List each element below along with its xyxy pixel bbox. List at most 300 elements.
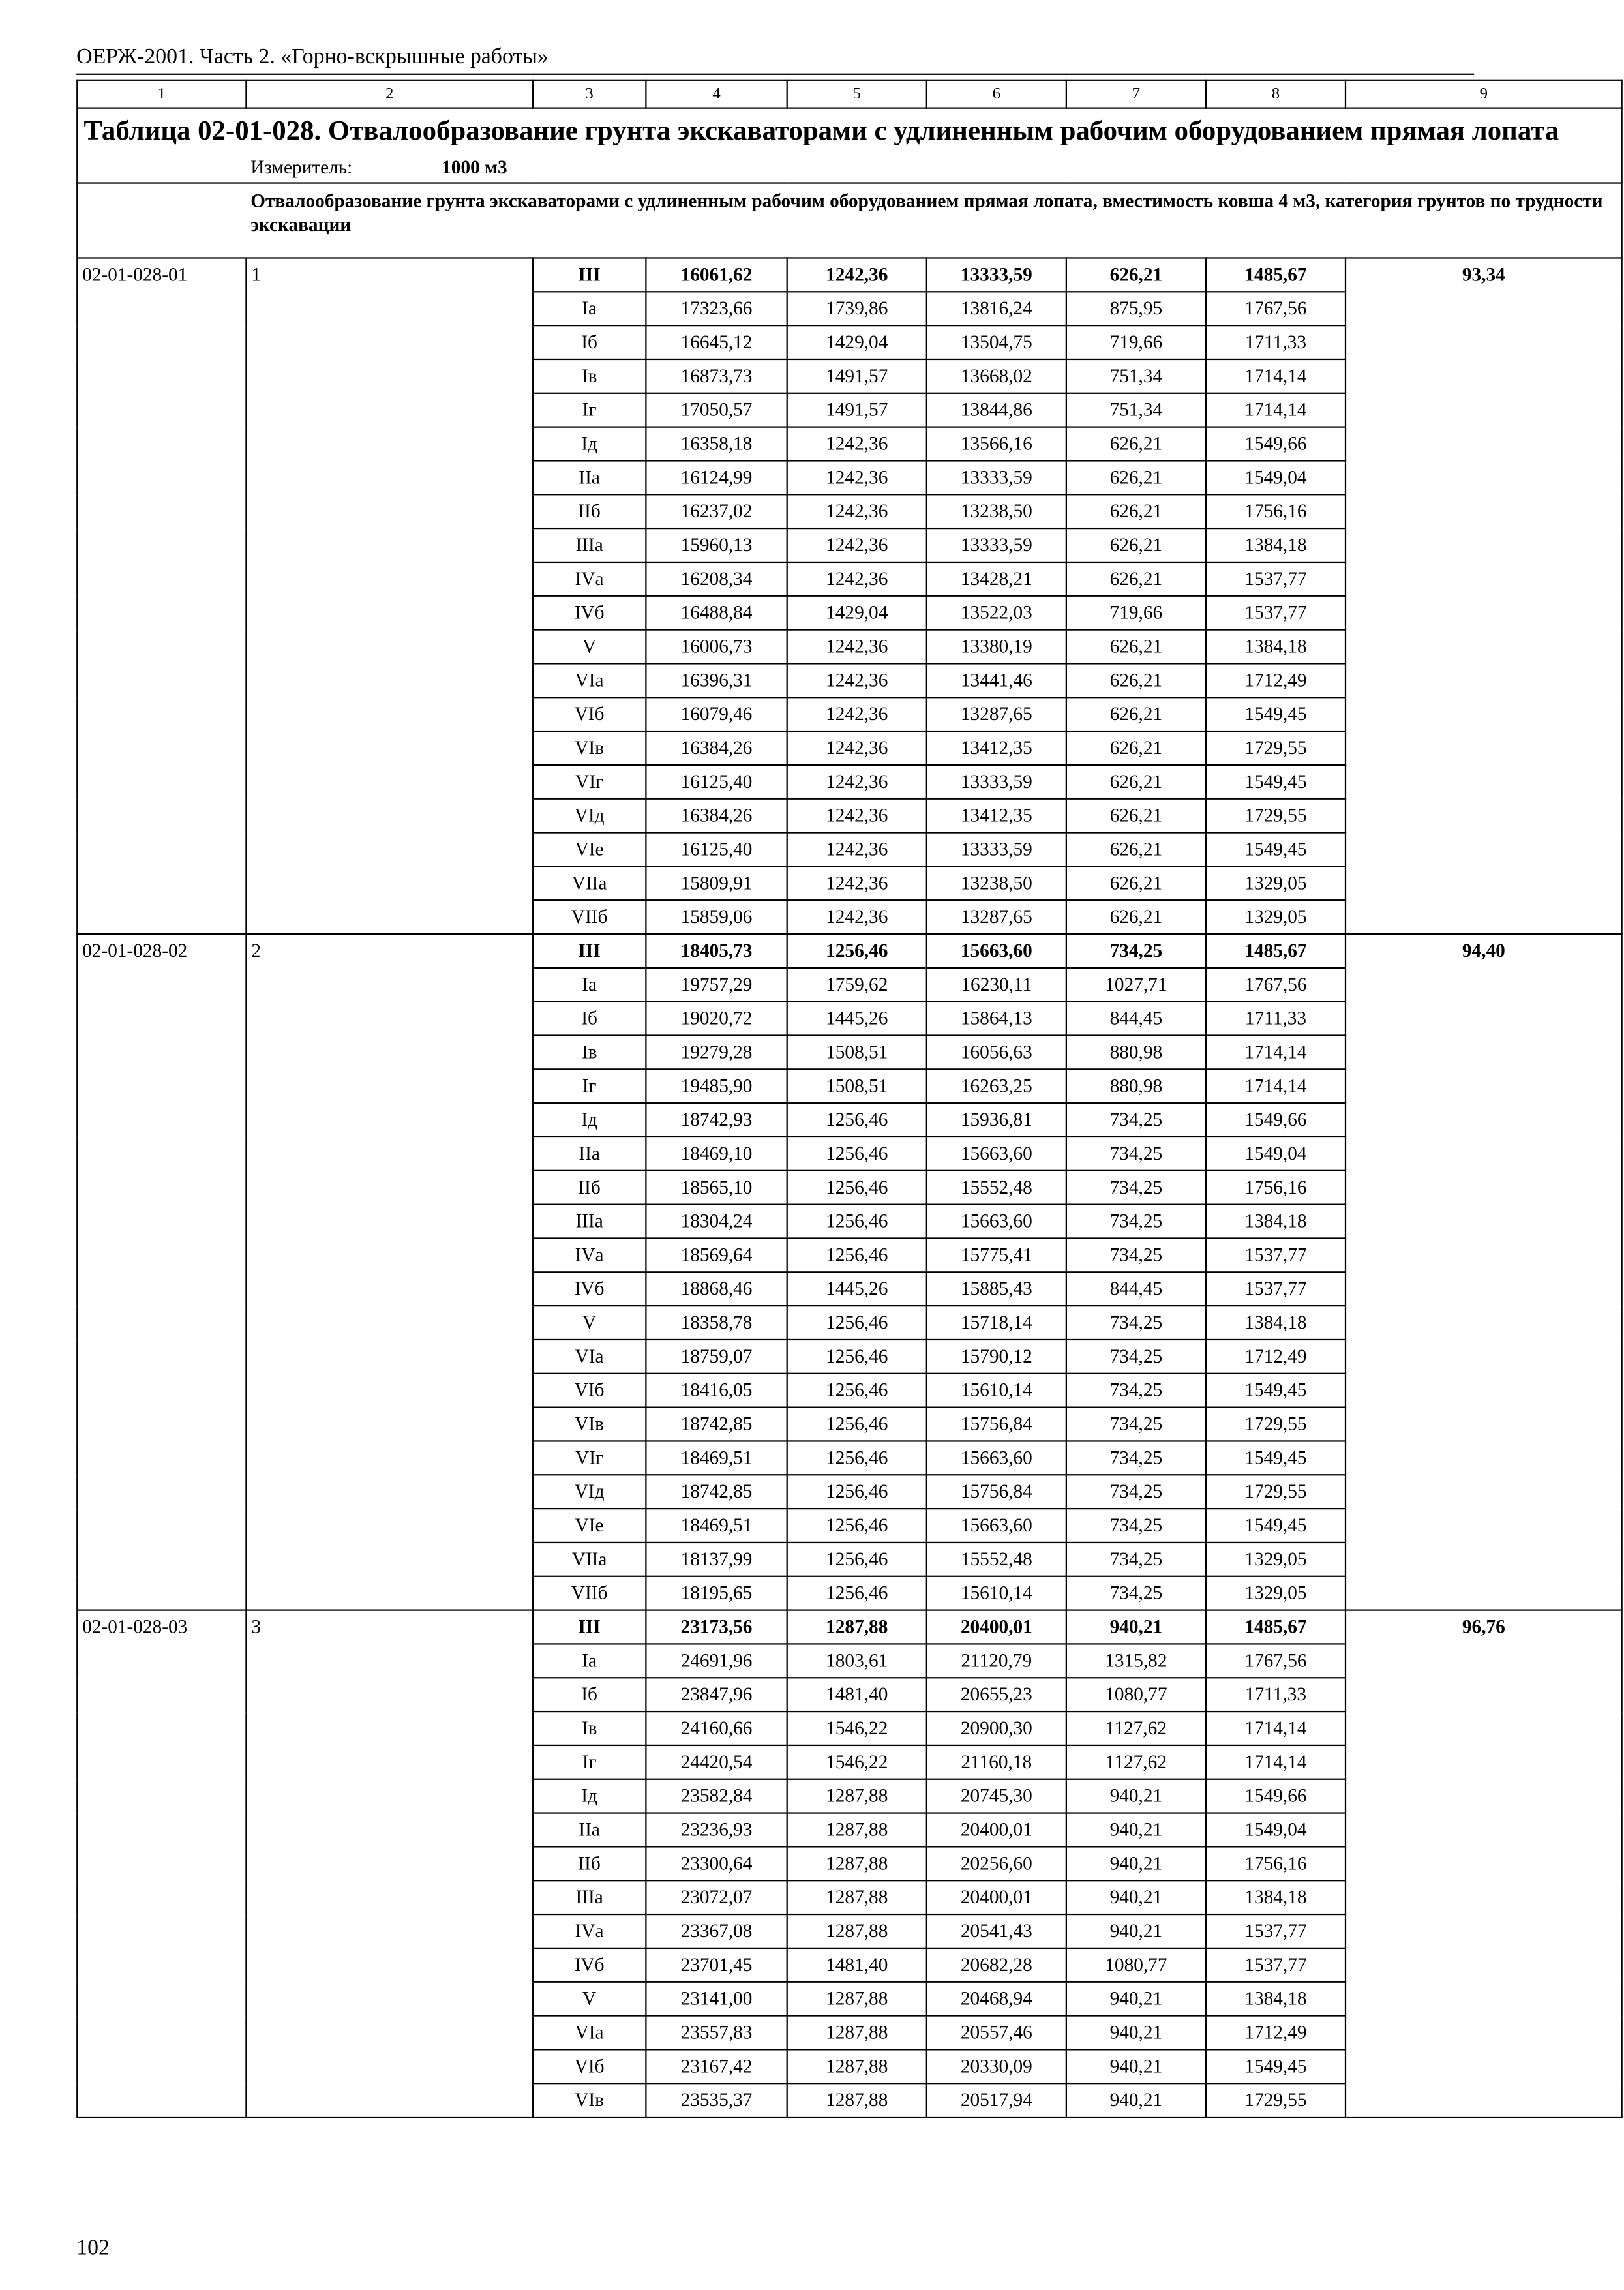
column-number: 6 [927,80,1066,108]
value-cell: 13380,19 [927,630,1066,664]
rate-number [246,1103,532,1137]
col9-value [1346,393,1622,427]
rate-code [77,292,246,325]
rate-number [246,1846,532,1880]
value-cell: 1287,88 [787,1914,927,1948]
soil-category: VIIа [533,1543,646,1576]
rate-code [77,799,246,833]
value-cell: 1537,77 [1206,596,1346,630]
value-cell: 1242,36 [787,528,927,562]
col9-value [1346,663,1622,697]
value-cell: 1729,55 [1206,2083,1346,2117]
col9-value [1346,1475,1622,1509]
column-number: 3 [533,80,646,108]
soil-category: IVа [533,1238,646,1272]
value-cell: 1485,67 [1206,1610,1346,1644]
table-row [77,1711,1621,1745]
value-cell: 734,25 [1066,1374,1206,1408]
value-cell: 1549,45 [1206,1441,1346,1475]
soil-category: VIв [533,1408,646,1441]
value-cell: 626,21 [1066,866,1206,900]
col9-value [1346,731,1622,765]
table-row [77,1813,1621,1847]
page-number: 102 [76,2237,110,2261]
value-cell: 13333,59 [927,258,1066,292]
value-cell: 18137,99 [646,1543,787,1576]
value-cell: 1712,49 [1206,2016,1346,2050]
value-cell: 13238,50 [927,866,1066,900]
rate-number [246,1171,532,1205]
value-cell: 16208,34 [646,562,787,596]
value-cell: 24160,66 [646,1711,787,1745]
meter-value: 1000 м3 [442,155,507,178]
value-cell: 20541,43 [927,1914,1066,1948]
rate-number [246,799,532,833]
rates-table [76,80,1623,2118]
meter-gap [77,153,246,183]
rate-number [246,2049,532,2083]
rate-number [246,1576,532,1610]
col9-value [1346,596,1622,630]
table-row [77,1340,1621,1374]
title-row [77,108,1621,153]
table-row [77,1306,1621,1340]
rate-number [246,900,532,934]
table-row [77,765,1621,799]
value-cell: 940,21 [1066,1846,1206,1880]
value-cell: 1256,46 [787,934,927,968]
rate-number: 2 [246,934,532,968]
col9-value [1346,968,1622,1002]
value-cell: 16230,11 [927,968,1066,1002]
table-row [77,799,1621,833]
value-cell: 1242,36 [787,630,927,664]
rate-code [77,1036,246,1070]
value-cell: 13333,59 [927,833,1066,867]
value-cell: 1445,26 [787,1272,927,1306]
value-cell: 18304,24 [646,1205,787,1239]
col9-value [1346,1914,1622,1948]
value-cell: 1242,36 [787,765,927,799]
soil-category: VIе [533,833,646,867]
value-cell: 1329,05 [1206,900,1346,934]
rate-number [246,866,532,900]
value-cell: 1549,04 [1206,460,1346,494]
rate-number [246,1205,532,1239]
rate-code [77,1137,246,1171]
soil-category: VIа [533,663,646,697]
rate-code [77,1509,246,1543]
soil-category: III [533,934,646,968]
table-row [77,393,1621,427]
value-cell: 15663,60 [927,1137,1066,1171]
rate-number [246,427,532,461]
rate-code [77,900,246,934]
value-cell: 1429,04 [787,325,927,359]
value-cell: 18868,46 [646,1272,787,1306]
table-row [77,1272,1621,1306]
value-cell: 880,98 [1066,1069,1206,1103]
soil-category: Iа [533,968,646,1002]
value-cell: 1711,33 [1206,325,1346,359]
value-cell: 1256,46 [787,1306,927,1340]
rate-code [77,1644,246,1678]
value-cell: 1767,56 [1206,968,1346,1002]
rate-code [77,1272,246,1306]
value-cell: 734,25 [1066,934,1206,968]
soil-category: IVа [533,562,646,596]
value-cell: 18742,85 [646,1475,787,1509]
soil-category: VIд [533,1475,646,1509]
rate-number [246,1509,532,1543]
value-cell: 1287,88 [787,1610,927,1644]
col9-value [1346,2083,1622,2117]
value-cell: 20400,01 [927,1610,1066,1644]
table-row [77,1171,1621,1205]
rate-code [77,765,246,799]
running-header: ОЕРЖ-2001. Часть 2. «Горно-вскрышные работы» [76,45,549,69]
value-cell: 1537,77 [1206,562,1346,596]
rate-number [246,1069,532,1103]
value-cell: 626,21 [1066,427,1206,461]
col9-value [1346,866,1622,900]
table-row [77,1982,1621,2016]
value-cell: 15663,60 [927,1509,1066,1543]
rate-code [77,1002,246,1036]
value-cell: 1315,82 [1066,1644,1206,1678]
value-cell: 626,21 [1066,562,1206,596]
col9-value [1346,1543,1622,1576]
rate-number [246,2083,532,2117]
soil-category: IIб [533,1171,646,1205]
value-cell: 16873,73 [646,359,787,393]
value-cell: 15552,48 [927,1171,1066,1205]
col9-value [1346,697,1622,731]
table-row [77,1205,1621,1239]
value-cell: 19485,90 [646,1069,787,1103]
rate-number [246,697,532,731]
value-cell: 1485,67 [1206,258,1346,292]
value-cell: 16358,18 [646,427,787,461]
value-cell: 20256,60 [927,1846,1066,1880]
col9-value [1346,1340,1622,1374]
col9-value [1346,799,1622,833]
col9-value [1346,1982,1622,2016]
value-cell: 1256,46 [787,1509,927,1543]
soil-category: IVб [533,596,646,630]
value-cell: 21120,79 [927,1644,1066,1678]
value-cell: 1127,62 [1066,1711,1206,1745]
rate-code [77,2083,246,2117]
col9-value [1346,1509,1622,1543]
value-cell: 734,25 [1066,1441,1206,1475]
col9-value [1346,1205,1622,1239]
value-cell: 1287,88 [787,1880,927,1914]
col9-value [1346,1846,1622,1880]
value-cell: 15936,81 [927,1103,1066,1137]
value-cell: 17050,57 [646,393,787,427]
value-cell: 1756,16 [1206,1171,1346,1205]
value-cell: 626,21 [1066,528,1206,562]
rate-code [77,528,246,562]
table-row [77,900,1621,934]
soil-category: IIб [533,494,646,528]
value-cell: 23847,96 [646,1678,787,1711]
value-cell: 1242,36 [787,866,927,900]
table-row [77,359,1621,393]
value-cell: 1445,26 [787,1002,927,1036]
value-cell: 15864,13 [927,1002,1066,1036]
value-cell: 1127,62 [1066,1745,1206,1779]
value-cell: 1287,88 [787,2049,927,2083]
value-cell: 23236,93 [646,1813,787,1847]
soil-category: VIг [533,1441,646,1475]
column-numbers-row [77,80,1621,108]
value-cell: 734,25 [1066,1509,1206,1543]
col9-value [1346,2049,1622,2083]
value-cell: 20517,94 [927,2083,1066,2117]
value-cell: 16125,40 [646,833,787,867]
value-cell: 880,98 [1066,1036,1206,1070]
value-cell: 1729,55 [1206,799,1346,833]
table-row [77,1846,1621,1880]
col9-value [1346,494,1622,528]
col9-value [1346,1171,1622,1205]
col9-value [1346,1779,1622,1813]
value-cell: 1256,46 [787,1408,927,1441]
value-cell: 20682,28 [927,1948,1066,1982]
soil-category: V [533,1982,646,2016]
value-cell: 1256,46 [787,1475,927,1509]
value-cell: 13816,24 [927,292,1066,325]
value-cell: 21160,18 [927,1745,1066,1779]
value-cell: 1549,45 [1206,1374,1346,1408]
table-row [77,1002,1621,1036]
value-cell: 1287,88 [787,2083,927,2117]
value-cell: 1256,46 [787,1103,927,1137]
value-cell: 1384,18 [1206,528,1346,562]
rate-code [77,1678,246,1711]
rate-number: 3 [246,1610,532,1644]
value-cell: 1549,45 [1206,697,1346,731]
value-cell: 734,25 [1066,1340,1206,1374]
table-row [77,460,1621,494]
meter-row [77,153,1621,183]
value-cell: 734,25 [1066,1205,1206,1239]
value-cell: 1329,05 [1206,1576,1346,1610]
value-cell: 1549,45 [1206,1509,1346,1543]
value-cell: 1242,36 [787,460,927,494]
table-row [77,427,1621,461]
value-cell: 1485,67 [1206,934,1346,968]
rate-number [246,596,532,630]
value-cell: 18742,93 [646,1103,787,1137]
col9-value [1346,1644,1622,1678]
col9-value [1346,833,1622,867]
rate-code [77,1238,246,1272]
value-cell: 13844,86 [927,393,1066,427]
value-cell: 940,21 [1066,1880,1206,1914]
value-cell: 1287,88 [787,1846,927,1880]
col9-value [1346,1711,1622,1745]
rate-code [77,1306,246,1340]
value-cell: 1256,46 [787,1374,927,1408]
value-cell: 1756,16 [1206,1846,1346,1880]
value-cell: 1242,36 [787,833,927,867]
value-cell: 1803,61 [787,1644,927,1678]
soil-category: IIб [533,1846,646,1880]
soil-category: V [533,630,646,664]
soil-category: VIе [533,1509,646,1543]
rate-number [246,1813,532,1847]
value-cell: 734,25 [1066,1408,1206,1441]
value-cell: 1242,36 [787,731,927,765]
value-cell: 13412,35 [927,731,1066,765]
value-cell: 1384,18 [1206,1982,1346,2016]
rate-number [246,765,532,799]
value-cell: 1384,18 [1206,1880,1346,1914]
soil-category: VIIб [533,900,646,934]
soil-category: Iа [533,1644,646,1678]
value-cell: 751,34 [1066,359,1206,393]
value-cell: 1329,05 [1206,866,1346,900]
value-cell: 1729,55 [1206,1475,1346,1509]
value-cell: 1508,51 [787,1069,927,1103]
value-cell: 23173,56 [646,1610,787,1644]
value-cell: 626,21 [1066,765,1206,799]
table-row [77,866,1621,900]
rate-code [77,359,246,393]
value-cell: 18469,51 [646,1441,787,1475]
value-cell: 1714,14 [1206,1745,1346,1779]
soil-category: Iв [533,1036,646,1070]
table-row [77,1543,1621,1576]
rate-code [77,1543,246,1576]
value-cell: 1287,88 [787,2016,927,2050]
value-cell: 18759,07 [646,1340,787,1374]
soil-category: III [533,258,646,292]
rate-number [246,1678,532,1711]
value-cell: 1549,45 [1206,2049,1346,2083]
col9-value [1346,1137,1622,1171]
rate-code [77,1171,246,1205]
soil-category: Iб [533,1002,646,1036]
value-cell: 23582,84 [646,1779,787,1813]
table-row [77,1509,1621,1543]
value-cell: 1729,55 [1206,731,1346,765]
value-cell: 13522,03 [927,596,1066,630]
rate-code [77,596,246,630]
soil-category: VIв [533,731,646,765]
value-cell: 1537,77 [1206,1272,1346,1306]
rate-code [77,1475,246,1509]
col9-value [1346,1306,1622,1340]
value-cell: 1242,36 [787,494,927,528]
section-gap [77,183,246,258]
value-cell: 1729,55 [1206,1408,1346,1441]
value-cell: 1242,36 [787,562,927,596]
col9-value [1346,900,1622,934]
soil-category: IIIа [533,1205,646,1239]
soil-category: Iа [533,292,646,325]
value-cell: 18569,64 [646,1238,787,1272]
soil-category: Iг [533,1745,646,1779]
column-number: 7 [1066,80,1206,108]
column-number: 9 [1346,80,1622,108]
value-cell: 23557,83 [646,2016,787,2050]
rate-code [77,968,246,1002]
value-cell: 16263,25 [927,1069,1066,1103]
value-cell: 16061,62 [646,258,787,292]
table-row [77,596,1621,630]
value-cell: 1242,36 [787,697,927,731]
rate-number [246,1914,532,1948]
rate-number [246,968,532,1002]
value-cell: 19020,72 [646,1002,787,1036]
value-cell: 1481,40 [787,1948,927,1982]
value-cell: 13333,59 [927,765,1066,799]
value-cell: 1256,46 [787,1171,927,1205]
value-cell: 15663,60 [927,934,1066,968]
col9-value [1346,1272,1622,1306]
table-row [77,1408,1621,1441]
value-cell: 626,21 [1066,663,1206,697]
soil-category: Iв [533,1711,646,1745]
col9-value: 96,76 [1346,1610,1622,1644]
value-cell: 1546,22 [787,1711,927,1745]
rate-code: 02-01-028-01 [77,258,246,292]
soil-category: Iг [533,1069,646,1103]
soil-category: Iг [533,393,646,427]
column-number: 2 [246,80,532,108]
col9-value [1346,325,1622,359]
value-cell: 1714,14 [1206,1711,1346,1745]
value-cell: 1767,56 [1206,1644,1346,1678]
rate-number [246,1880,532,1914]
value-cell: 1256,46 [787,1441,927,1475]
rate-code [77,1880,246,1914]
value-cell: 1256,46 [787,1137,927,1171]
rate-code [77,663,246,697]
value-cell: 844,45 [1066,1272,1206,1306]
value-cell: 17323,66 [646,292,787,325]
value-cell: 16124,99 [646,460,787,494]
rate-code [77,1914,246,1948]
value-cell: 1491,57 [787,359,927,393]
col9-value [1346,1408,1622,1441]
col9-value [1346,460,1622,494]
value-cell: 18469,10 [646,1137,787,1171]
table-row [77,1441,1621,1475]
col9-value [1346,1238,1622,1272]
rate-code [77,1374,246,1408]
value-cell: 18469,51 [646,1509,787,1543]
table-row [77,1475,1621,1509]
value-cell: 15790,12 [927,1340,1066,1374]
value-cell: 24420,54 [646,1745,787,1779]
rate-code [77,494,246,528]
value-cell: 940,21 [1066,1982,1206,2016]
value-cell: 15960,13 [646,528,787,562]
table-row [77,630,1621,664]
meter-label: Измеритель: [250,155,353,178]
value-cell: 940,21 [1066,1610,1206,1644]
rate-code: 02-01-028-02 [77,934,246,968]
rate-number [246,292,532,325]
value-cell: 13238,50 [927,494,1066,528]
table-row [77,1610,1621,1644]
soil-category: VIб [533,1374,646,1408]
